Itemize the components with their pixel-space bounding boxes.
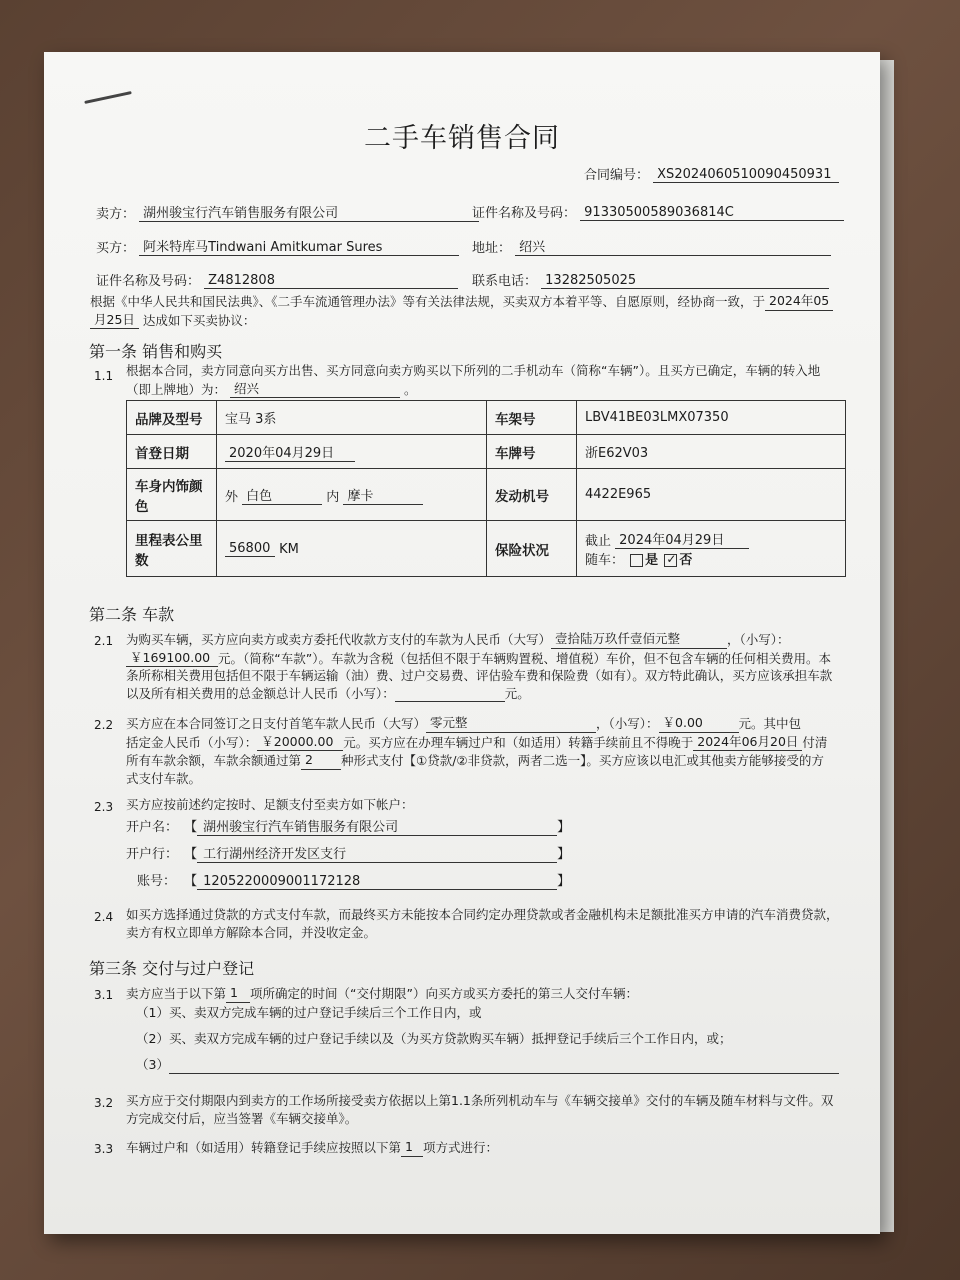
- clause-2-1-text-a: 为购买车辆，买方应向卖方或卖方委托代收款方支付的车款为人民币（大写）: [126, 632, 552, 647]
- clause-2-4-text-a: 如买方选择通过贷款的方式支付车款，而最终买方未能按本合同约定办理贷款或者金融机构未足额批准买方申请的汽车消费贷款，: [126, 907, 839, 922]
- clause-2-2-text-c: 括定金人民币（小写）：: [126, 734, 258, 750]
- phone-label: 联系电话：: [472, 274, 538, 289]
- acct-name-value: 湖州骏宝行汽车销售服务有限公司: [197, 816, 557, 836]
- ins-yes-label: 是: [645, 553, 659, 568]
- insurance-cell: [577, 521, 846, 577]
- plate-value: 浙E62V03: [577, 435, 846, 469]
- clause-2-4-num: 2.4: [94, 910, 114, 924]
- ins-no-checkbox[interactable]: [664, 554, 677, 567]
- clause-2-2-text-a: 买方应在本合同签订之日支付首笔车款人民币（大写）: [126, 716, 427, 731]
- clause-3-1-option-3: [136, 1056, 876, 1074]
- first-reg-label: 首登日期: [127, 435, 217, 469]
- contract-no-label: 合同编号：: [584, 168, 650, 183]
- clause-2-2-text-g: 种形式支付【①贷款/②非贷款，两者二选一】。买方应该以电汇或其他卖方能够接受的方: [341, 753, 824, 768]
- seller-label: 卖方：: [96, 207, 136, 222]
- engine-label: 发动机号: [487, 469, 577, 521]
- clause-2-1-text-c: 条所称相关费用包括但不限于车辆运输（油）费、过户交易费、评估验车费和保险费（如有）。双方特此确认，买方应该承担车款: [126, 668, 833, 683]
- buyer-id-label: 证件名称及号码：: [96, 274, 201, 289]
- clause-2-2: [126, 714, 876, 787]
- contract-no-value: XS2024060510090450931: [653, 167, 839, 183]
- clause-3-1: [126, 984, 876, 1003]
- color-out-label: 外: [225, 489, 239, 505]
- payment-deadline: 2024年06月20日: [693, 733, 802, 752]
- transfer-item: 1: [401, 1138, 423, 1157]
- clause-2-4-text-b: 卖方有权立即单方解除本合同，并没收定金。: [126, 924, 377, 940]
- section-3-title: 第三条 交付与过户登记: [89, 959, 255, 978]
- brand-label: 品牌及型号: [127, 401, 217, 435]
- clause-1-1: [126, 362, 866, 398]
- vehicle-info-table: [126, 400, 846, 577]
- section-2-title: 第二条 车款: [89, 605, 175, 624]
- table-row: [127, 521, 846, 577]
- clause-3-1-text-a: 卖方应当于以下第: [126, 986, 227, 1001]
- seller-value: 湖州骏宝行汽车销售服务有限公司: [139, 202, 479, 222]
- seller-id-row: [472, 202, 844, 221]
- clause-2-1: [126, 630, 876, 702]
- clause-2-1-text-d-end: 元。: [504, 685, 530, 701]
- clause-3-3-text-b: 项方式进行：: [423, 1140, 499, 1155]
- mileage-value: 56800: [225, 541, 275, 557]
- deposit-value: ￥20000.00: [257, 733, 343, 752]
- brand-value: 宝马 3系: [217, 401, 487, 435]
- clause-3-2-num: 3.2: [94, 1096, 114, 1110]
- first-payment-cn: 零元整: [426, 714, 596, 733]
- table-row: [127, 469, 846, 521]
- phone-row: [472, 270, 829, 289]
- price-value: ￥169100.00: [126, 649, 218, 668]
- price-small-label: ，（小写）：: [727, 632, 790, 647]
- account-no-row: [126, 870, 570, 890]
- insurance-label: 保险状况: [487, 521, 577, 577]
- intro-text-2: 达成如下买卖协议：: [142, 312, 256, 328]
- clause-2-1-text-b: 元。（简称“车款”）。车款为含税（包括但不限于车辆购置税、增值税）车价，但不包含车辆的任何相关费用。本: [218, 650, 831, 666]
- buyer-value: 阿米特库马Tindwani Amitkumar Sures: [139, 236, 459, 256]
- seller-id-value: 91330500589036814C: [580, 205, 844, 221]
- mileage-label: 里程表公里数: [127, 521, 217, 577]
- acct-bank-label: 开户行：: [126, 847, 179, 862]
- bracket-close: 】: [557, 820, 571, 835]
- ins-until-label: 截止: [585, 534, 612, 549]
- color-in-label: 内: [326, 489, 340, 505]
- first-payment-small: ，（小写）：: [596, 716, 659, 731]
- color-in-value: 摩卡: [343, 485, 423, 505]
- clause-2-4: [126, 906, 876, 941]
- ins-with-car-label: 随车：: [585, 553, 625, 568]
- first-reg-value: 2020年04月29日: [225, 442, 355, 462]
- clause-2-1-text-d: 以及所有相关费用的总金额总计人民币（小写）：: [126, 685, 395, 701]
- ins-yes-checkbox[interactable]: [630, 554, 643, 567]
- seller-row: [96, 202, 479, 222]
- contract-no-row: [584, 164, 839, 183]
- clause-1-1-end: 。: [403, 381, 417, 397]
- payment-method: 2: [301, 751, 341, 770]
- plate-label: 车牌号: [487, 435, 577, 469]
- intro-date-b: 月25日: [90, 311, 139, 330]
- account-name-row: [126, 816, 570, 836]
- intro-text-1: 根据《中华人民共和国民法典》、《二手车流通管理办法》等有关法律法规，买卖双方本着平等、自愿原则，经协商一致，于: [90, 294, 766, 309]
- clause-2-3-num: 2.3: [94, 800, 114, 814]
- clause-3-1-option-2: （2）买、卖双方完成车辆的过户登记手续以及（为买方贷款购买车辆）抵押登记手续后三个工作日内，或；: [136, 1031, 732, 1046]
- color-out-value: 白色: [242, 485, 322, 505]
- pen-mark: [84, 91, 132, 104]
- vin-label: 车架号: [487, 401, 577, 435]
- ins-no-label: 否: [679, 553, 693, 568]
- intro-paragraph: [90, 292, 870, 329]
- buyer-id-value: Z4812808: [204, 273, 458, 289]
- transfer-place: 绍兴: [230, 380, 400, 399]
- bracket-open: 【: [184, 820, 198, 835]
- account-bank-row: [126, 843, 570, 863]
- clause-3-1-num: 3.1: [94, 988, 114, 1002]
- ins-until-value: 2024年04月29日: [615, 529, 749, 549]
- clause-2-2-text-b: 元。其中包: [738, 716, 802, 731]
- option-3-blank: [169, 1058, 839, 1074]
- mileage-cell: [217, 521, 487, 577]
- clause-1-1-text-a: 根据本合同，卖方同意向买方出售、买方同意向卖方购买以下所列的二手机动车（简称“车辆”）。且买方已确定，车辆的转入地: [126, 363, 821, 378]
- acct-bank-value: 工行湖州经济开发区支行: [197, 843, 557, 863]
- clause-3-3-text-a: 车辆过户和（如适用）转籍登记手续应按照以下第: [126, 1140, 402, 1155]
- section-1-title: 第一条 销售和购买: [89, 342, 223, 361]
- page-title: 二手车销售合同: [364, 123, 560, 154]
- clause-1-1-num: 1.1: [94, 369, 114, 383]
- price-cn: 壹拾陆万玖仟壹佰元整: [551, 630, 727, 649]
- buyer-row: [96, 236, 459, 256]
- clause-2-2-num: 2.2: [94, 718, 114, 732]
- vin-value: LBV41BE03LMX07350: [577, 401, 846, 435]
- clause-3-1-option-3-label: （3）: [136, 1057, 169, 1072]
- clause-3-2: [126, 1092, 876, 1127]
- buyer-label: 买方：: [96, 241, 136, 256]
- clause-2-2-text-d: 元。买方应在办理车辆过户和（如适用）转籍手续前且不得晚于: [343, 734, 694, 750]
- engine-value: 4422E965: [577, 469, 846, 521]
- clause-3-2-text-b: 方完成交付后，应当签署《车辆交接单》。: [126, 1110, 358, 1126]
- total-amount: [395, 686, 505, 702]
- clause-3-2-text-a: 买方应于交付期限内到卖方的工作场所接受卖方依据以上第1.1条所列机动车与《车辆交接单》交付的车辆及随车材料与文件。双: [126, 1093, 834, 1108]
- intro-date-a: 2024年05: [765, 292, 833, 311]
- clause-3-3: [126, 1138, 876, 1157]
- color-label: 车身内饰颜色: [127, 469, 217, 521]
- clause-2-2-text-h: 式支付车款。: [126, 770, 202, 786]
- first-payment-value: ￥0.00: [659, 714, 739, 733]
- table-row: [127, 435, 846, 469]
- first-reg-cell: [217, 435, 487, 469]
- clause-2-3-text: 买方应按前述约定按时、足额支付至卖方如下帐户：: [126, 797, 414, 812]
- clause-2-2-text-f: 所有车款余额，车款余额通过第: [126, 753, 302, 768]
- clause-3-1-text-b: 项所确定的时间（“交付期限”）向买方或买方委托的第三人交付车辆：: [250, 986, 638, 1001]
- delivery-item: 1: [226, 984, 250, 1003]
- mileage-unit: KM: [279, 541, 299, 557]
- clause-2-1-num: 2.1: [94, 634, 114, 648]
- acct-name-label: 开户名：: [126, 820, 179, 835]
- bracket-close: 】: [557, 874, 571, 889]
- bracket-open: 【: [184, 874, 198, 889]
- acct-no-value: 1205220009001172128: [197, 874, 557, 890]
- contract-page: [44, 52, 880, 1234]
- table-row: [127, 401, 846, 435]
- clause-1-1-text-b: （即上牌地）为：: [126, 381, 227, 397]
- phone-value: 13282505025: [541, 273, 829, 289]
- address-row: [472, 236, 831, 256]
- color-cell: [217, 469, 487, 521]
- clause-3-3-num: 3.3: [94, 1142, 114, 1156]
- buyer-id-row: [96, 270, 458, 289]
- clause-3-1-option-1: （1）买、卖双方完成车辆的过户登记手续后三个工作日内，或: [136, 1005, 482, 1020]
- seller-id-label: 证件名称及号码：: [472, 206, 577, 221]
- bracket-open: 【: [184, 847, 198, 862]
- acct-no-label: 账号：: [136, 874, 176, 889]
- address-label: 地址：: [472, 241, 512, 256]
- clause-2-2-text-e: 付清: [802, 734, 828, 750]
- bracket-close: 】: [557, 847, 571, 862]
- address-value: 绍兴: [515, 236, 831, 256]
